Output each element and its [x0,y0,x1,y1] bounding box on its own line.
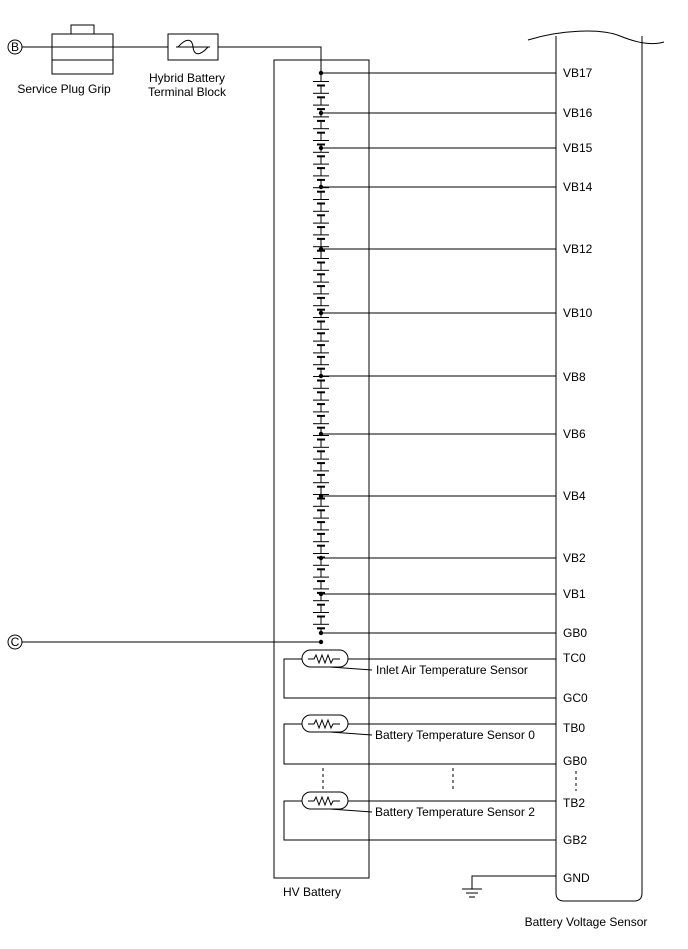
connector-b-label: B [10,40,20,54]
terminal-block-label-1: Hybrid Battery [148,71,226,85]
connector-c [8,635,22,649]
terminal-label-vb14: VB14 [563,180,593,194]
hv-battery-label: HV Battery [282,885,342,899]
terminal-label-gc0: GC0 [563,691,588,705]
inlet-air-temperature-sensor-label: Inlet Air Temperature Sensor [376,663,528,677]
battery-voltage-sensor-box [528,31,664,901]
terminal-label-gb0: GB0 [563,626,588,640]
junction-dot [319,432,323,436]
battery-temperature-sensor-2-label: Battery Temperature Sensor 2 [375,805,535,819]
service-plug-grip-symbol [52,25,113,74]
terminal-taps [319,71,556,635]
service-plug-grip-label: Service Plug Grip [17,82,111,96]
connector-b [8,40,22,54]
junction-dot [319,494,323,498]
terminal-label-vb8: VB8 [563,370,586,384]
battery-voltage-sensor-label: Battery Voltage Sensor [524,915,648,929]
junction-dot [319,71,323,75]
junction-dot [319,592,323,596]
terminal-block-label-2: Terminal Block [147,85,227,99]
junction-dot [319,311,323,315]
battery-cell-stack [312,73,330,634]
terminal-block-symbol [168,34,218,60]
terminal-label-vb12: VB12 [563,242,593,256]
connector-c-label: C [10,635,20,649]
ground-symbol [462,876,556,897]
terminal-label-vb16: VB16 [563,106,593,120]
terminal-label-vb1: VB1 [563,587,586,601]
junction-dot [319,374,323,378]
junction-dot [319,146,323,150]
terminal-labels [563,66,593,885]
terminal-label-tb2: TB2 [563,796,586,810]
terminal-label-vb17: VB17 [563,66,593,80]
junction-dot [319,556,323,560]
junction-dot [319,185,323,189]
junction-dot [319,111,323,115]
terminal-label-gnd: GND [563,871,590,885]
terminal-label-gb2: GB2 [563,833,588,847]
junction-dot [319,247,323,251]
terminal-label-vb10: VB10 [563,306,593,320]
continuation-marks [323,768,576,791]
terminal-label-vb4: VB4 [563,489,586,503]
terminal-label-tc0: TC0 [563,651,586,665]
battery-temperature-sensor-0-label: Battery Temperature Sensor 0 [375,728,535,742]
terminal-label-gb0-sensor: GB0 [563,754,588,768]
terminal-label-vb6: VB6 [563,427,586,441]
terminal-label-vb15: VB15 [563,141,593,155]
terminal-label-tb0: TB0 [563,721,586,735]
terminal-label-vb2: VB2 [563,551,586,565]
junction-dot [319,631,323,635]
